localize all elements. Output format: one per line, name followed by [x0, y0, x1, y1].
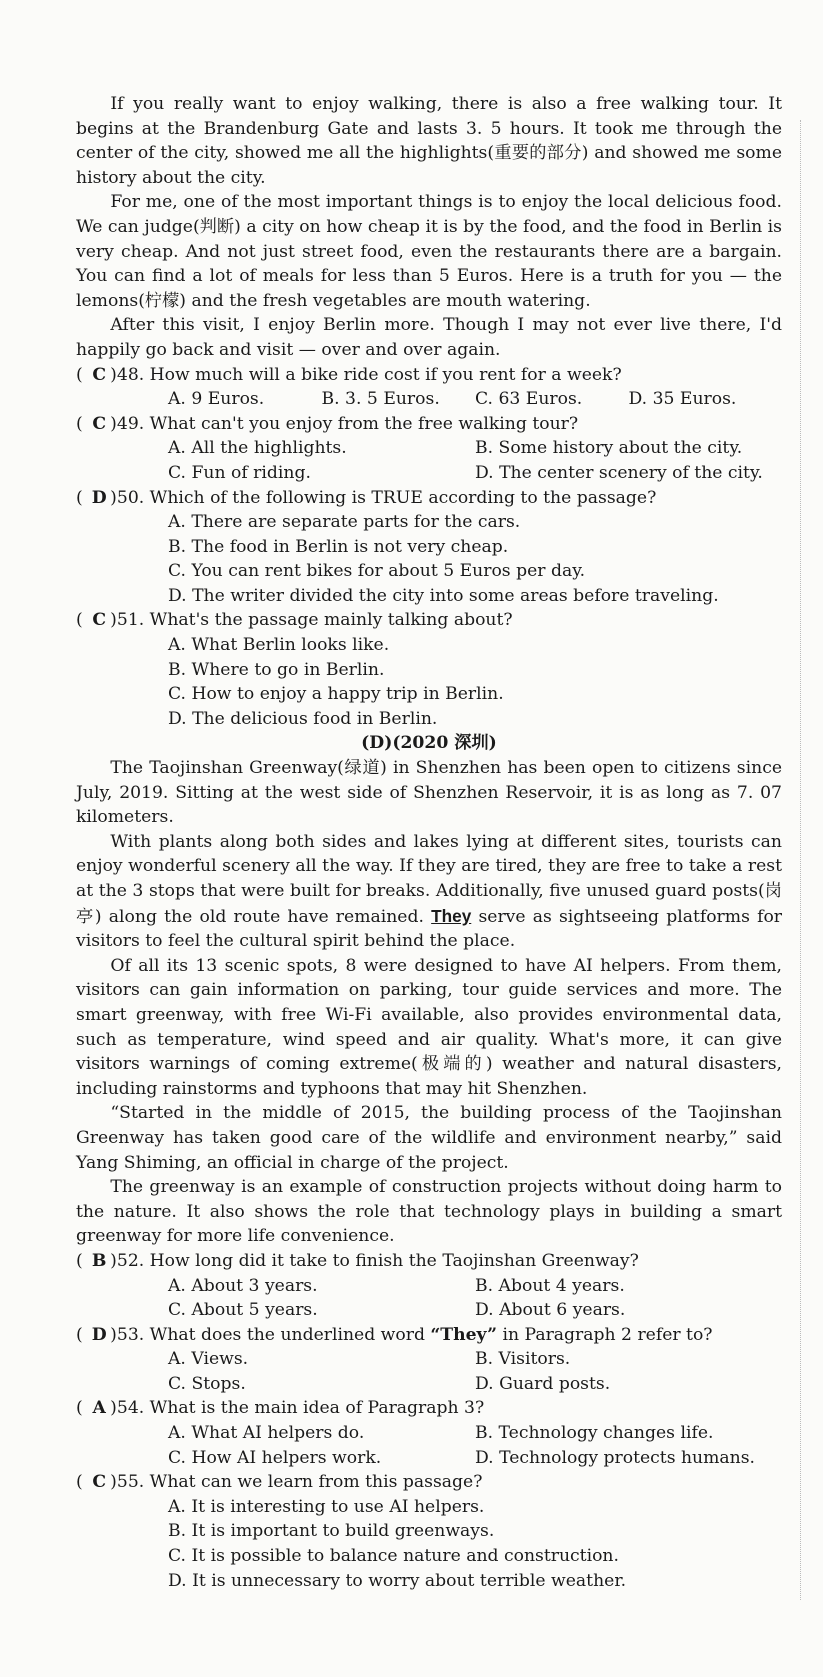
- q51-option-a: A. What Berlin looks like.: [168, 635, 390, 656]
- q48-option-d: D. 35 Euros.: [628, 389, 737, 410]
- question-48: ( C )48. How much will a bike ride cost if you rent for a week? A. 9 Euros. B. 3. 5 Euros. C. 63 Euros. D. 35 Euros.: [76, 363, 782, 412]
- q48-option-a: A. 9 Euros.: [168, 389, 265, 410]
- passage-d-paragraph-1: The Taojinshan Greenway(绿道) in Shenzhen has been open to citizens since July, 2019. Sitting at the west side of Shenzhen Reservoir, it is as long as 7. 07 kilometers.: [76, 758, 782, 828]
- q53-option-d: D. Guard posts.: [475, 1373, 611, 1394]
- q52-option-a: A. About 3 years.: [168, 1275, 318, 1296]
- q52-option-d: D. About 6 years.: [475, 1300, 626, 1321]
- q53-option-a: A. Views.: [168, 1349, 249, 1370]
- question-49-stem: )49. What can't you enjoy from the free walking tour?: [110, 413, 579, 434]
- question-51: ( C )51. What's the passage mainly talking about? A. What Berlin looks like. B. Where to go in Berlin. C. How to enjoy a happy trip in Berlin. D. The delicious food in Berlin.: [76, 608, 782, 731]
- q51-option-c: C. How to enjoy a happy trip in Berlin.: [168, 684, 504, 705]
- intro-paragraph-1: If you really want to enjoy walking, there is also a free walking tour. It begins at the Brandenburg Gate and lasts 3. 5 hours. It took me through the center of the city, showed me all the highlights(重要的部分) and showed me some history about the city.: [76, 94, 782, 188]
- question-52: ( B )52. How long did it take to finish the Taojinshan Greenway? A. About 3 years. B. About 4 years. C. About 5 years. D. About 6 years.: [76, 1249, 782, 1323]
- q50-option-a: A. There are separate parts for the cars.: [168, 512, 521, 533]
- q49-option-b: B. Some history about the city.: [475, 438, 743, 459]
- answer-53: D: [91, 1324, 107, 1345]
- underlined-word-they: They: [431, 905, 472, 926]
- q53-option-b: B. Visitors.: [475, 1349, 571, 1370]
- question-49: ( C )49. What can't you enjoy from the free walking tour? A. All the highlights. B. Some history about the city. C. Fun of riding. D. The center scenery of the city.: [76, 412, 782, 486]
- section-d-title: (D)(2020 深圳): [361, 733, 497, 754]
- q54-option-c: C. How AI helpers work.: [168, 1447, 382, 1468]
- question-55-stem: )55. What can we learn from this passage?: [110, 1472, 483, 1493]
- answer-52: B: [91, 1250, 107, 1271]
- q50-option-b: B. The food in Berlin is not very cheap.: [168, 536, 509, 557]
- q55-option-c: C. It is possible to balance nature and construction.: [168, 1546, 619, 1567]
- q49-option-d: D. The center scenery of the city.: [475, 462, 763, 483]
- paragraph-2-part-a: With plants along both sides and lakes lying at different sites, tourists can enjoy wonderful scenery all the way. If they are tired, they are free to take a rest at the 3 stops that were built for breaks. Additionally, five unused guard posts(岗亭) along the old route have remained.: [76, 831, 782, 927]
- q55-option-a: A. It is interesting to use AI helpers.: [168, 1496, 485, 1517]
- question-54-stem: )54. What is the main idea of Paragraph 3?: [110, 1398, 485, 1419]
- intro-paragraph-3: After this visit, I enjoy Berlin more. Though I may not ever live there, I'd happily go back and visit — over and over again.: [76, 315, 782, 360]
- question-53: ( D )53. What does the underlined word “They” in Paragraph 2 refer to? A. Views. B. Visitors. C. Stops. D. Guard posts.: [76, 1323, 782, 1397]
- worksheet-page: [76, 92, 782, 1593]
- q51-option-d: D. The delicious food in Berlin.: [168, 708, 438, 729]
- q49-option-c: C. Fun of riding.: [168, 462, 311, 483]
- passage-d-paragraph-5: The greenway is an example of construction projects without doing harm to the nature. It also shows the role that technology plays in building a smart greenway for more life convenience.: [76, 1177, 782, 1247]
- answer-55: C: [92, 1472, 107, 1493]
- q51-option-b: B. Where to go in Berlin.: [168, 659, 385, 680]
- question-52-stem: )52. How long did it take to finish the Taojinshan Greenway?: [110, 1250, 639, 1271]
- passage-d-paragraph-2: [76, 830, 782, 954]
- question-50-stem: )50. Which of the following is TRUE according to the passage?: [110, 487, 657, 508]
- q55-option-b: B. It is important to build greenways.: [168, 1521, 495, 1542]
- passage-d-paragraph-3: Of all its 13 scenic spots, 8 were designed to have AI helpers. From them, visitors can gain information on parking, tour guide services and more. The smart greenway, with free Wi-Fi available, also provides environmental data, such as temperature, wind speed and air quality. What's more, it can give visitors warnings of coming extreme(极端的) weather and natural disasters, including rainstorms and typhoons that may hit Shenzhen.: [76, 955, 782, 1099]
- q54-option-a: A. What AI helpers do.: [168, 1423, 365, 1444]
- question-53-stem-c: in Paragraph 2 refer to?: [497, 1324, 713, 1345]
- q49-option-a: A. All the highlights.: [168, 438, 347, 459]
- passage-d-paragraph-4: “Started in the middle of 2015, the building process of the Taojinshan Greenway has taken good care of the wildlife and environment nearby,” said Yang Shiming, an official in charge of the project.: [76, 1103, 782, 1173]
- question-54: ( A )54. What is the main idea of Paragraph 3? A. What AI helpers do. B. Technology changes life. C. How AI helpers work. D. Technology protects humans.: [76, 1396, 782, 1470]
- question-53-keyword: “They”: [430, 1324, 498, 1345]
- q53-option-c: C. Stops.: [168, 1373, 246, 1394]
- q54-option-d: D. Technology protects humans.: [475, 1447, 756, 1468]
- answer-49: C: [92, 413, 107, 434]
- q54-option-b: B. Technology changes life.: [475, 1423, 714, 1444]
- q52-option-b: B. About 4 years.: [475, 1275, 625, 1296]
- q52-option-c: C. About 5 years.: [168, 1300, 318, 1321]
- q50-option-c: C. You can rent bikes for about 5 Euros per day.: [168, 561, 586, 582]
- q48-option-b: B. 3. 5 Euros.: [321, 389, 440, 410]
- question-50: ( D )50. Which of the following is TRUE according to the passage? A. There are separate parts for the cars. B. The food in Berlin is not very cheap. C. You can rent bikes for about 5 Euros per day. D. The writer divided the city into some areas before traveling.: [76, 486, 782, 609]
- question-55: ( C )55. What can we learn from this passage? A. It is interesting to use AI helpers. B. It is important to build greenways. C. It is possible to balance nature and construction. D. It is unnecessary to worry about terrible weather.: [76, 1470, 782, 1593]
- answer-48: C: [92, 364, 107, 385]
- question-51-stem: )51. What's the passage mainly talking about?: [110, 610, 513, 631]
- answer-54: A: [92, 1398, 106, 1419]
- q50-option-d: D. The writer divided the city into some areas before traveling.: [168, 585, 719, 606]
- intro-paragraph-2: For me, one of the most important things is to enjoy the local delicious food. We can judge(判断) a city on how cheap it is by the food, and the food in Berlin is very cheap. And not just street food, even the restaurants there are a bargain. You can find a lot of meals for less than 5 Euros. Here is a truth for you — the lemons(柠檬) and the fresh vegetables are mouth watering.: [76, 192, 782, 311]
- paragraph-2-part-b: serve as sightseeing platforms for visitors to feel the cultural spirit behind the place.: [76, 906, 783, 952]
- q48-option-c: C. 63 Euros.: [475, 389, 583, 410]
- question-48-stem: )48. How much will a bike ride cost if you rent for a week?: [110, 364, 622, 385]
- answer-50: D: [91, 487, 107, 508]
- question-53-stem-a: )53. What does the underlined word: [110, 1324, 431, 1345]
- q55-option-d: D. It is unnecessary to worry about terrible weather.: [168, 1570, 627, 1591]
- margin-dotted-line: [800, 120, 801, 1600]
- answer-51: C: [92, 610, 107, 631]
